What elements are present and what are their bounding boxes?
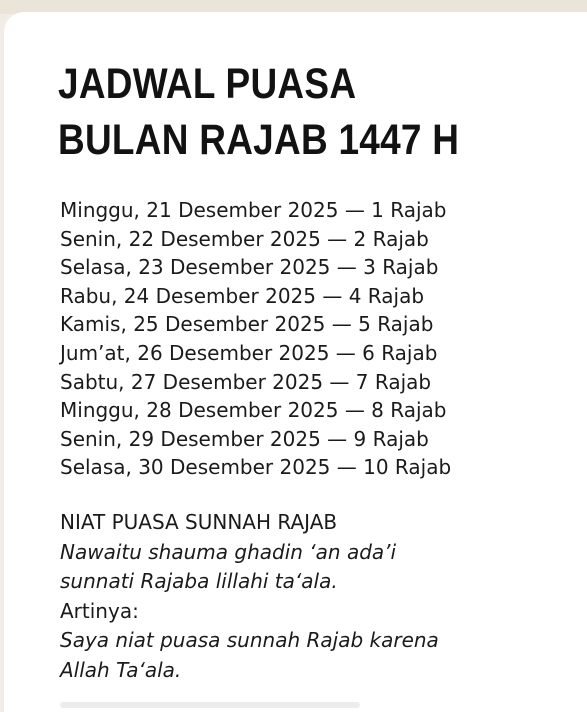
fasting-schedule-list: [60, 196, 451, 482]
schedule-item: Senin, 29 Desember 2025 — 9 Rajab: [60, 426, 429, 451]
niat-meaning-line: Allah Ta‘ala.: [60, 657, 182, 682]
schedule-item: Minggu, 21 Desember 2025 — 1 Rajab: [60, 198, 447, 222]
schedule-item: Rabu, 24 Desember 2025 — 4 Rajab: [60, 283, 425, 308]
niat-arabic-line: [60, 538, 439, 568]
schedule-item: Jum’at, 26 Desember 2025 — 6 Rajab: [60, 340, 438, 365]
title-line-1: JADWAL PUASA: [58, 60, 357, 108]
schedule-item: Senin, 22 Desember 2025 — 2 Rajab: [60, 226, 429, 251]
title-line-2: BULAN RAJAB 1447 H: [58, 116, 460, 164]
niat-heading: NIAT PUASA SUNNAH RAJAB: [60, 510, 338, 534]
page-title: [58, 56, 459, 168]
schedule-item: Sabtu, 27 Desember 2025 — 7 Rajab: [60, 369, 432, 394]
cut-off-text-row: [60, 702, 360, 708]
niat-arabic-line: sunnati Rajaba lillahi ta‘ala.: [60, 569, 338, 593]
niat-arabic-text: Nawaitu shauma ghadin ‘an ada’i: [60, 539, 397, 564]
schedule-item: Selasa, 23 Desember 2025 — 3 Rajab: [60, 255, 439, 280]
schedule-item: Minggu, 28 Desember 2025 — 8 Rajab: [60, 398, 447, 423]
niat-meaning-line: Saya niat puasa sunnah Rajab karena: [60, 628, 439, 652]
schedule-item: Kamis, 25 Desember 2025 — 5 Rajab: [60, 312, 434, 337]
niat-meaning-label: Artinya:: [60, 598, 139, 623]
niat-section: [60, 508, 439, 685]
schedule-item: Selasa, 30 Desember 2025 — 10 Rajab: [60, 455, 452, 480]
